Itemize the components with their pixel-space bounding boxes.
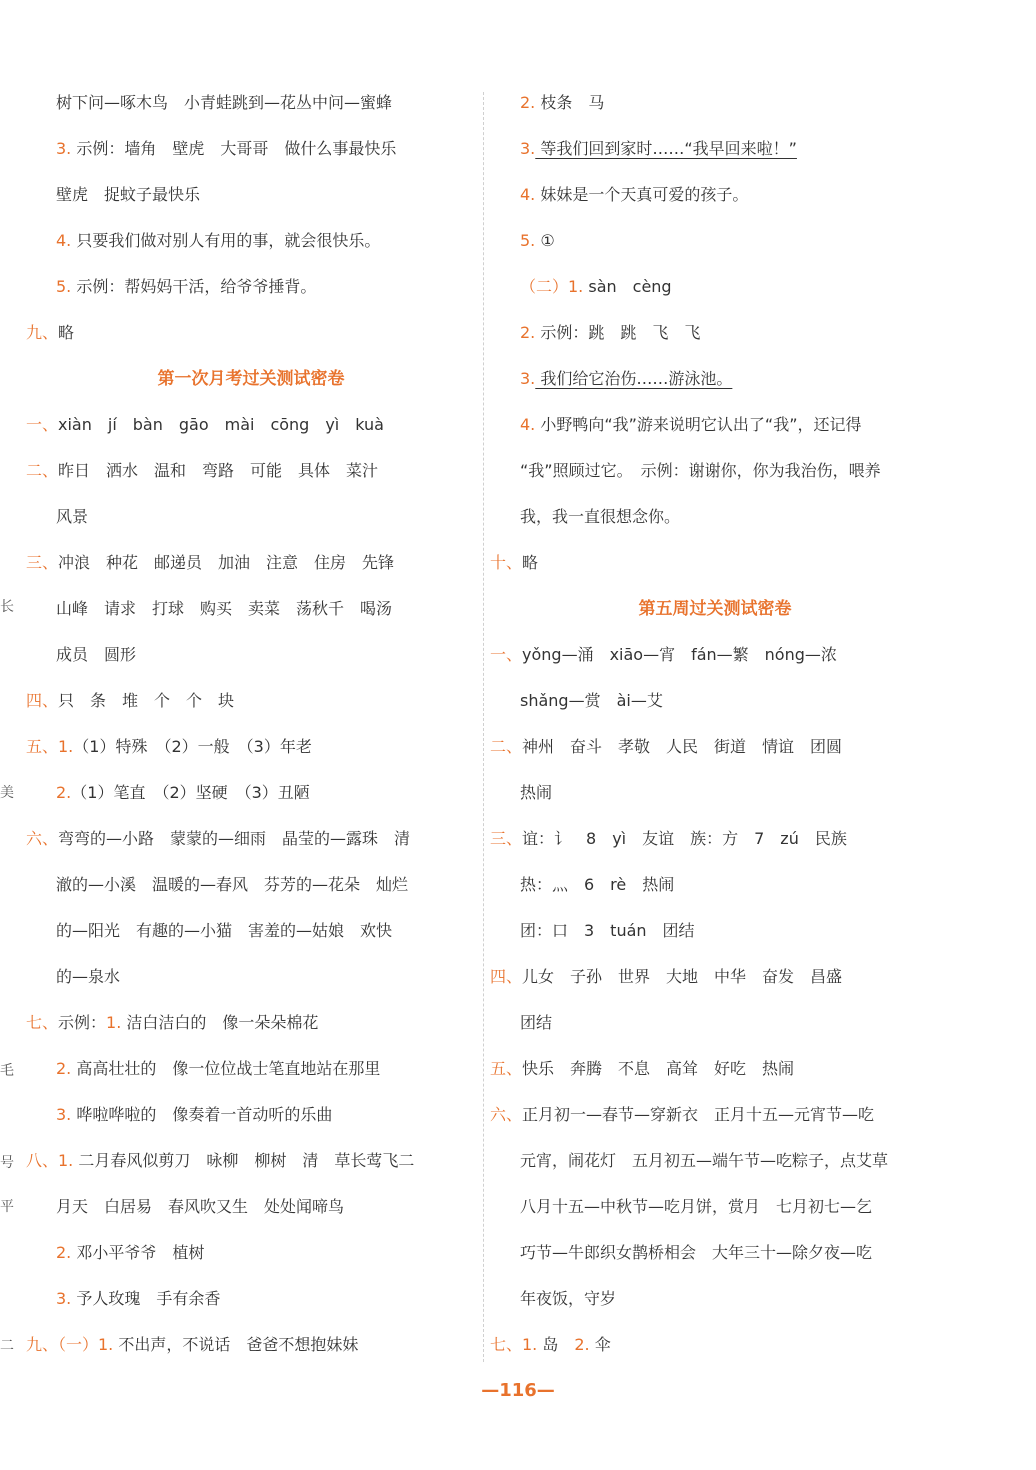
edge-fragment: 长 <box>0 599 14 615</box>
answer-line: 四、只 条 堆 个 个 块 <box>26 691 235 710</box>
answer-line: 六、弯弯的—小路 蒙蒙的—细雨 晶莹的—露珠 清 <box>26 829 411 848</box>
answer-line: 年夜饭，守岁 <box>520 1289 617 1308</box>
answer-line: shǎng—赏 ài—艾 <box>520 691 663 710</box>
answer-line: 5. ① <box>520 231 555 250</box>
answer-line: 七、示例：1. 洁白洁白的 像一朵朵棉花 <box>26 1013 319 1032</box>
answer-line: 树下问—啄木鸟 小青蛙跳到—花丛中问—蜜蜂 <box>56 93 393 112</box>
answer-line: 二、神州 奋斗 孝敬 人民 街道 情谊 团圆 <box>490 737 843 756</box>
edge-fragment: 毛 <box>0 1063 14 1079</box>
answer-line: 我，我一直很想念你。 <box>520 507 681 526</box>
answer-line: 十、略 <box>490 553 539 572</box>
answer-line: （二）1. sàn cèng <box>520 277 672 296</box>
answer-line: 澈的—小溪 温暖的—春风 芬芳的—花朵 灿烂 <box>56 875 409 894</box>
answer-line: 壁虎 捉蚊子最快乐 <box>56 185 201 204</box>
answer-line: 七、1. 岛 2. 伞 <box>490 1335 611 1354</box>
answer-line: 团结 <box>520 1013 553 1032</box>
edge-fragment: 二 <box>0 1338 14 1354</box>
answer-line: 3. 予人玫瑰 手有余香 <box>56 1289 221 1308</box>
edge-fragment: 平 <box>0 1199 14 1215</box>
answer-line: 4. 只要我们做对别人有用的事，就会很快乐。 <box>56 231 381 250</box>
answer-line: 三、谊：讠 8 yì 友谊 族：方 7 zú 民族 <box>490 829 847 848</box>
answer-line: 六、正月初一—春节—穿新衣 正月十五—元宵节—吃 <box>490 1105 875 1124</box>
answer-line: 成员 圆形 <box>56 645 137 664</box>
section-title: 第五周过关测试密卷 <box>638 599 792 619</box>
answer-line: 风景 <box>56 507 89 526</box>
answer-line: 热：灬 6 rè 热闹 <box>520 875 675 894</box>
answer-line: 3. 我们给它治伤……游泳池。 <box>520 369 733 388</box>
edge-fragment: 号 <box>0 1155 14 1171</box>
answer-line: “我”照顾过它。 示例：谢谢你，你为我治伤，喂养 <box>520 461 881 480</box>
edge-fragment: 美 <box>0 785 14 801</box>
answer-line: 的—泉水 <box>56 967 121 986</box>
section-title: 第一次月考过关测试密卷 <box>157 369 345 389</box>
answer-line: 2.（1）笔直 （2）坚硬 （3）丑陋 <box>56 783 310 802</box>
answer-line: 九、略 <box>26 323 75 342</box>
answer-line: 山峰 请求 打球 购买 卖菜 荡秋千 喝汤 <box>56 599 393 618</box>
answer-line: 五、1.（1）特殊 （2）一般 （3）年老 <box>26 737 312 756</box>
answer-line: 2. 高高壮壮的 像一位位战士笔直地站在那里 <box>56 1059 381 1078</box>
answer-line: 元宵，闹花灯 五月初五—端午节—吃粽子，点艾草 <box>520 1151 889 1170</box>
answer-line: 九、（一）1. 不出声，不说话 爸爸不想抱妹妹 <box>26 1335 359 1354</box>
answer-line: 一、yǒng—涌 xiāo—宵 fán—繁 nóng—浓 <box>490 645 837 664</box>
answer-line: 八月十五—中秋节—吃月饼，赏月 七月初七—乞 <box>520 1197 873 1216</box>
answer-line: 3. 哗啦哗啦的 像奏着一首动听的乐曲 <box>56 1105 333 1124</box>
answer-line: 四、儿女 子孙 世界 大地 中华 奋发 昌盛 <box>490 967 843 986</box>
answer-line: 4. 妹妹是一个天真可爱的孩子。 <box>520 185 749 204</box>
answer-line: 的—阳光 有趣的—小猫 害羞的—姑娘 欢快 <box>56 921 393 940</box>
answer-line: 月天 白居易 春风吹又生 处处闻啼鸟 <box>56 1197 345 1216</box>
answer-line: 八、1. 二月春风似剪刀 咏柳 柳树 清 草长莺飞二 <box>26 1151 415 1170</box>
answer-line: 3. 示例：墙角 壁虎 大哥哥 做什么事最快乐 <box>56 139 397 158</box>
answer-line: 5. 示例：帮妈妈干活，给爷爷捶背。 <box>56 277 317 296</box>
answer-line: 2. 枝条 马 <box>520 93 605 112</box>
answer-line: 三、冲浪 种花 邮递员 加油 注意 住房 先锋 <box>26 553 395 572</box>
answer-line: 热闹 <box>520 783 553 802</box>
answer-line: 二、昨日 洒水 温和 弯路 可能 具体 菜汁 <box>26 461 379 480</box>
right-column <box>490 80 940 1368</box>
answer-line: 五、快乐 奔腾 不息 高耸 好吃 热闹 <box>490 1059 795 1078</box>
answer-line: 巧节—牛郎织女鹊桥相会 大年三十—除夕夜—吃 <box>520 1243 873 1262</box>
left-column <box>26 80 476 1368</box>
column-divider <box>483 92 484 1362</box>
answer-line: 2. 示例：跳 跳 飞 飞 <box>520 323 701 342</box>
answer-line: 4. 小野鸭向“我”游来说明它认出了“我”，还记得 <box>520 415 862 434</box>
answer-line: 一、xiàn jí bàn gāo mài cōng yì kuà <box>26 415 384 434</box>
page-number: —116— <box>481 1380 555 1401</box>
answer-line: 团：口 3 tuán 团结 <box>520 921 695 940</box>
answer-line: 3. 等我们回到家时……“我早回来啦！” <box>520 139 797 158</box>
answer-line: 2. 邓小平爷爷 植树 <box>56 1243 205 1262</box>
